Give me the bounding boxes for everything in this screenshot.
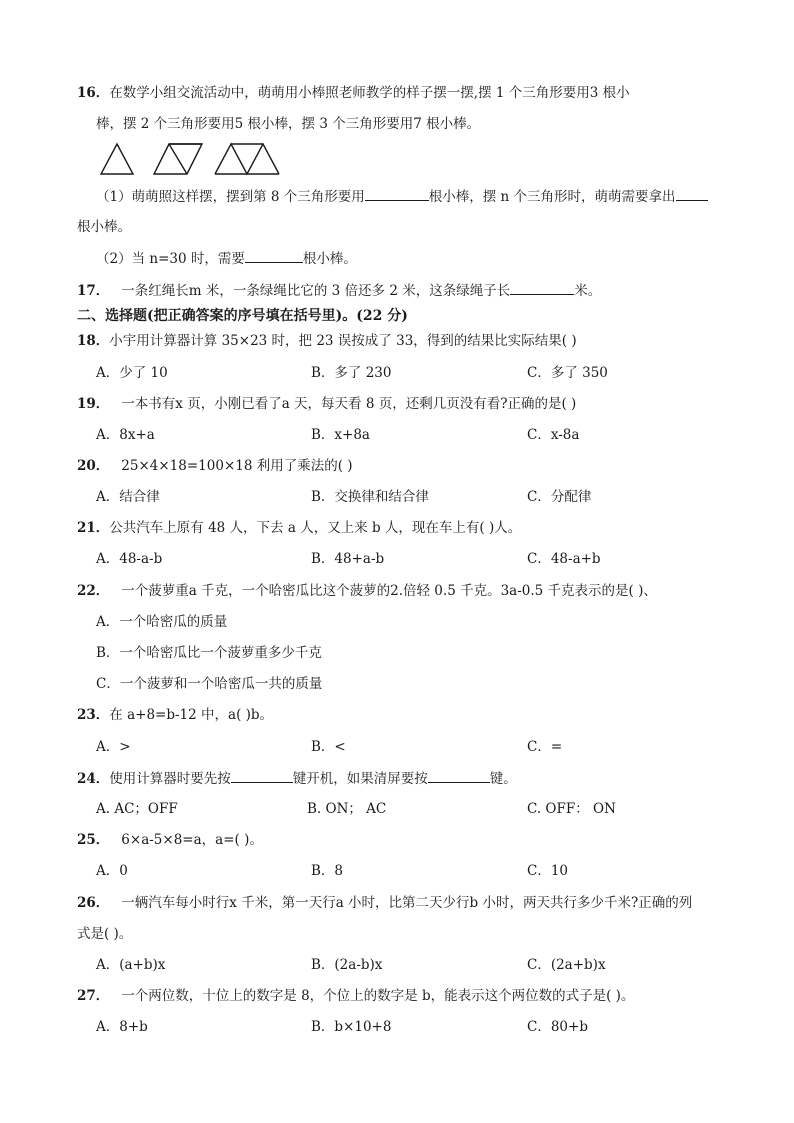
option-b[interactable]: B．b×10+8	[311, 1019, 392, 1035]
answer-blank[interactable]	[510, 281, 574, 295]
question-16-line2: 棒，摆 2 个三角形要用5 根小棒，摆 3 个三角形要用7 根小棒。	[96, 116, 481, 132]
one-triangle-figure	[99, 142, 135, 176]
question-number: 16．	[77, 85, 110, 101]
option-a[interactable]: A. AC；OFF	[96, 801, 178, 817]
question-20: 20． 25×4×18=100×18 利用了乘法的( )	[77, 458, 353, 474]
question-24: 24．使用计算器时要先按 键开机，如果清屏要按 键。	[77, 771, 517, 787]
question-17: 17． 一条红绳长m 米，一条绿绳比它的 3 倍还多 2 米，这条绿绳子长 米。	[77, 283, 602, 299]
answer-blank[interactable]	[245, 249, 303, 263]
section-2-title: 二、选择题(把正确答案的序号填在括号里)。(22 分)	[77, 308, 408, 324]
option-c[interactable]: C．分配律	[527, 489, 592, 505]
option-c[interactable]: C．一个菠萝和一个哈密瓜一共的质量	[96, 676, 323, 692]
option-b[interactable]: B．多了 230	[311, 365, 392, 381]
option-b[interactable]: B．x+8a	[311, 427, 370, 443]
option-a[interactable]: A．结合律	[96, 489, 160, 505]
option-c[interactable]: C．48-a+b	[527, 551, 601, 567]
answer-blank[interactable]	[365, 187, 429, 201]
answer-blank[interactable]	[231, 769, 293, 783]
question-16-part1: （1）萌萌照这样摆，摆到第 8 个三角形要用 根小棒，摆 n 个三角形时，萌萌需要拿出	[96, 187, 708, 206]
option-a[interactable]: A．8x+a	[96, 427, 155, 443]
two-triangles-figure	[152, 142, 204, 176]
question-26-cont: 式是( )。	[77, 926, 133, 942]
option-c[interactable]: C．多了 350	[527, 365, 608, 381]
question-16-part2: （2）当 n=30 时，需要 根小棒。	[96, 251, 357, 267]
option-a[interactable]: A．0	[96, 863, 128, 879]
option-c[interactable]: C. OFF： ON	[527, 801, 616, 817]
option-c[interactable]: C．=	[527, 739, 563, 755]
option-a[interactable]: A．(a+b)x	[96, 957, 166, 973]
question-16-part1-cont: 根小棒。	[77, 219, 131, 235]
question-27: 27． 一个两位数，十位上的数字是 8，个位上的数字是 b，能表示这个两位数的式子是( )。	[77, 988, 635, 1004]
question-18: 18．小宇用计算器计算 35×23 时，把 23 误按成了 33，得到的结果比实际结果( )	[77, 333, 577, 349]
question-22: 22． 一个菠萝重a 千克，一个哈密瓜比这个菠萝的2.倍轻 0.5 千克。3a-0.5 千克表示的是( )、	[77, 583, 657, 599]
option-b[interactable]: B．<	[311, 739, 346, 755]
option-a[interactable]: A．少了 10	[96, 365, 168, 381]
option-a[interactable]: A．8+b	[96, 1019, 148, 1035]
question-26: 26． 一辆汽车每小时行x 千米，第一天行a 小时，比第二天少行b 小时，两天共行多少千米?正确的列	[77, 895, 693, 911]
question-text: 在数学小组交流活动中，萌萌用小棒照老师教学的样子摆一摆,摆 1 个三角形要用3 根小	[109, 85, 630, 101]
option-b[interactable]: B. ON； AC	[307, 801, 387, 817]
answer-blank[interactable]	[428, 769, 490, 783]
three-triangles-figure	[213, 142, 283, 176]
option-b[interactable]: B．交换律和结合律	[311, 489, 429, 505]
option-c[interactable]: C．10	[527, 863, 569, 879]
question-21: 21．公共汽车上原有 48 人，下去 a 人，又上来 b 人，现在车上有( )人。	[77, 520, 522, 536]
question-19: 19． 一本书有x 页，小刚已看了a 天，每天看 8 页，还剩几页没有看?正确的是( )	[77, 396, 577, 412]
option-a[interactable]: A．>	[96, 739, 131, 755]
question-25: 25． 6×a-5×8=a，a=( )。	[77, 832, 263, 848]
option-b[interactable]: B．一个哈密瓜比一个菠萝重多少千克	[96, 645, 322, 661]
question-number: 17．	[77, 283, 110, 299]
option-b[interactable]: B．8	[311, 863, 344, 879]
option-a[interactable]: A．48-a-b	[96, 551, 163, 567]
option-c[interactable]: C．80+b	[527, 1019, 588, 1035]
option-a[interactable]: A．一个哈密瓜的质量	[96, 614, 228, 630]
option-c[interactable]: C．x-8a	[527, 427, 580, 443]
question-23: 23．在 a+8=b-12 中，a( )b。	[77, 707, 274, 723]
question-16-line1	[77, 84, 630, 102]
option-c[interactable]: C．(2a+b)x	[527, 957, 606, 973]
answer-blank[interactable]	[676, 187, 708, 201]
option-b[interactable]: B．48+a-b	[311, 551, 385, 567]
option-b[interactable]: B．(2a-b)x	[311, 957, 383, 973]
